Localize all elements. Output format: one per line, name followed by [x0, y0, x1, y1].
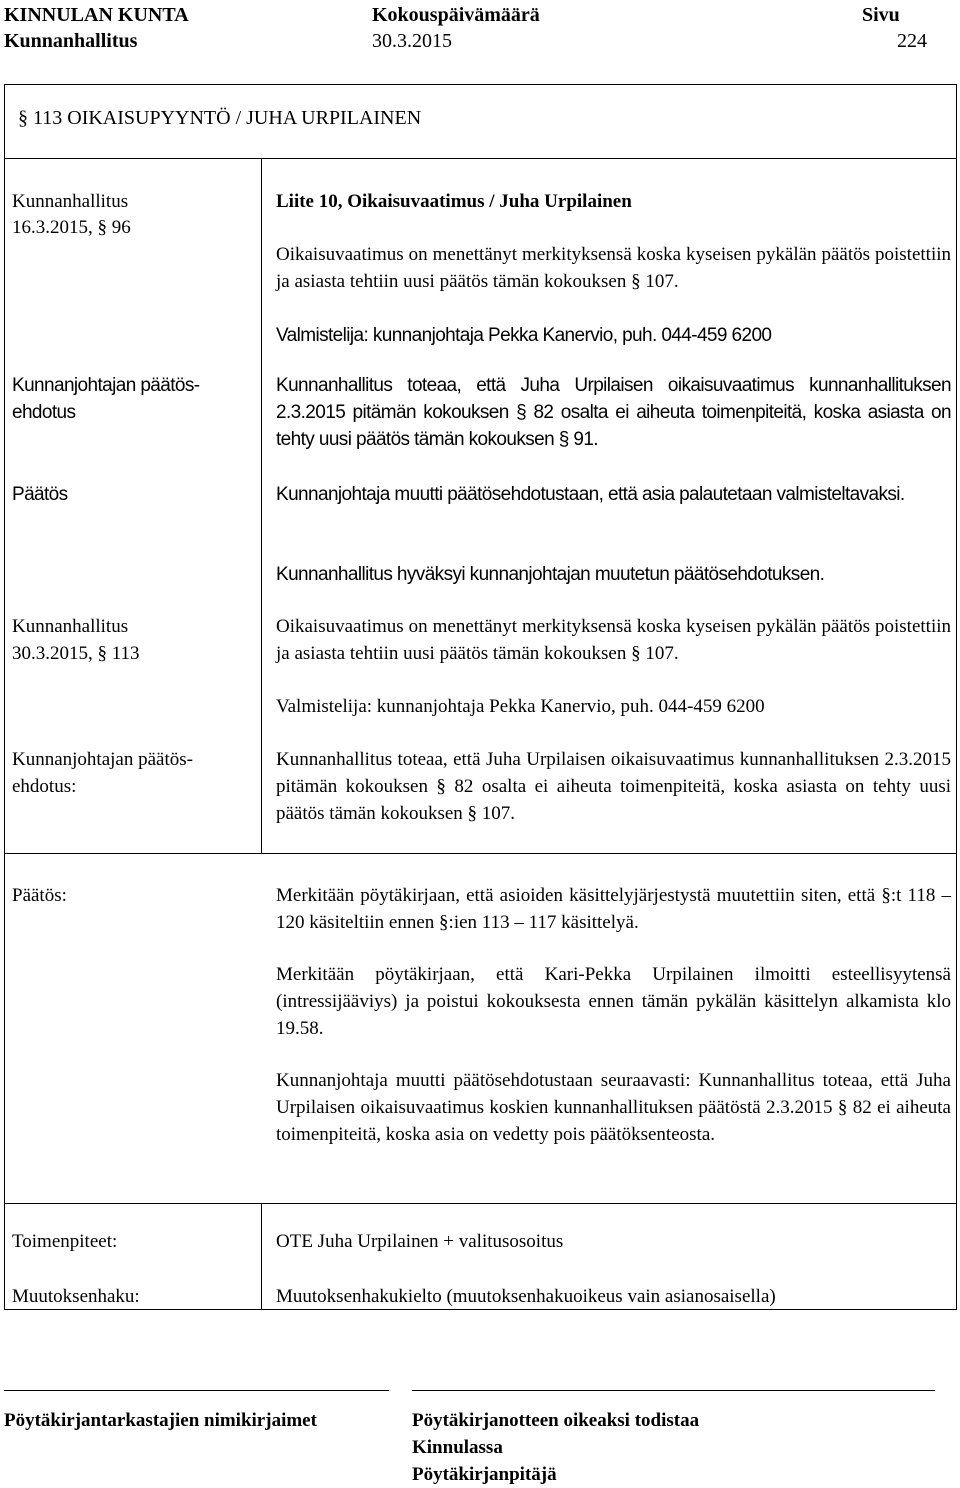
footer-certification: Pöytäkirjanotteen oikeaksi todistaa	[412, 1410, 700, 1431]
meeting2-label-line1: Kunnanhallitus	[12, 616, 129, 637]
box-left-border	[4, 84, 5, 1310]
meeting1-decision-approved: Kunnanhallitus hyväksyi kunnanjohtajan muutetun päätösehdotuksen.	[276, 564, 825, 585]
appendix-heading: Liite 10, Oikaisuvaatimus / Juha Urpilainen	[276, 191, 632, 212]
meeting1-proposal-label-line1: Kunnanjohtajan päätös-	[12, 375, 200, 396]
meeting1-proposal-label-line2: ehdotus	[12, 402, 76, 423]
meeting2-proposal-label-line1: Kunnanjohtajan päätös-	[12, 749, 193, 770]
meeting2-proposal: Kunnanhallitus toteaa, että Juha Urpilaisen oikaisuvaatimus kunnanhallituksen 2.3.2015 pitämän kokouksen § 82 osalta ei aiheuta toimenpiteitä, koska asiasta on tehty uusi päätös tämän kokouksen § 107.	[276, 749, 951, 824]
meeting-date: 30.3.2015	[372, 30, 452, 52]
footer-left-rule	[4, 1390, 389, 1391]
meeting2-paragraph: Oikaisuvaatimus on menettänyt merkityksensä koska kyseisen pykälän päätös poistettiin ja asiasta tehtiin uusi päätös tämän kokouksen § 107.	[276, 616, 951, 664]
meeting1-label-line1: Kunnanhallitus	[12, 191, 129, 212]
municipality-name: KINNULAN KUNTA	[4, 4, 189, 26]
meeting1-proposal: Kunnanhallitus toteaa, että Juha Urpilaisen oikaisuvaatimus kunnanhallituksen 2.3.2015 pitämän kokouksen § 82 osalta ei aiheuta toimenpiteitä, koska asiasta on tehty uusi päätös tämän kokouksen § 91.	[276, 375, 951, 450]
title-separator	[4, 158, 957, 159]
meeting1-paragraph: Oikaisuvaatimus on menettänyt merkityksensä koska kyseisen pykälän päätös poistettiin ja asiasta tehtiin uusi päätös tämän kokouksen § 107.	[276, 244, 951, 292]
meeting1-preparer: Valmistelija: kunnanjohtaja Pekka Kanervio, puh. 044-459 6200	[276, 325, 772, 346]
box-top-border	[4, 84, 957, 85]
column-divider-lower	[261, 1203, 262, 1310]
section-title: § 113 OIKAISUPYYNTÖ / JUHA URPILAINEN	[18, 107, 422, 129]
meeting2-label-line2: 30.3.2015, § 113	[12, 643, 140, 664]
meeting1-decision-label: Päätös	[12, 484, 68, 505]
meeting-date-label: Kokouspäivämäärä	[372, 4, 540, 26]
decision-label: Päätös:	[12, 885, 67, 906]
meeting1-decision-text: Kunnanjohtaja muutti päätösehdotustaan, että asia palautetaan valmisteltavaksi.	[276, 484, 905, 505]
actions-value: OTE Juha Urpilainen + valitusosoitus	[276, 1231, 564, 1252]
meeting2-preparer: Valmistelija: kunnanjohtaja Pekka Kanervio, puh. 044-459 6200	[276, 696, 765, 717]
appeal-value: Muutoksenhakukielto (muutoksenhakuoikeus vain asianosaisella)	[276, 1286, 776, 1307]
appeal-label: Muutoksenhaku:	[12, 1286, 140, 1307]
footer-secretary: Pöytäkirjanpitäjä	[412, 1464, 557, 1485]
actions-separator	[4, 1203, 957, 1204]
page-label: Sivu	[862, 4, 900, 26]
footer-inspectors-initials: Pöytäkirjantarkastajien nimikirjaimet	[4, 1410, 317, 1431]
decision-paragraph-1: Merkitään pöytäkirjaan, että asioiden käsittelyjärjestystä muutettiin siten, että §:t 118 – 120 käsiteltiin ennen §:ien 113 – 117 käsittelyä.	[276, 885, 951, 933]
box-right-border	[956, 84, 957, 1310]
actions-label: Toimenpiteet:	[12, 1231, 118, 1252]
footer-place: Kinnulassa	[412, 1437, 503, 1458]
column-divider-upper	[261, 158, 262, 853]
footer-right-rule	[412, 1390, 935, 1391]
meeting2-proposal-label-line2: ehdotus:	[12, 776, 77, 797]
decision-paragraph-2: Merkitään pöytäkirjaan, että Kari-Pekka Urpilainen ilmoitti esteellisyytensä (intressijääviys) ja poistui kokouksesta ennen tämän pykälän käsittelyn alkamista klo 19.58.	[276, 964, 951, 1039]
meeting1-label-line2: 16.3.2015, § 96	[12, 217, 131, 238]
body-name: Kunnanhallitus	[4, 30, 138, 52]
page-number: 224	[897, 30, 927, 52]
decision-paragraph-3: Kunnanjohtaja muutti päätösehdotustaan seuraavasti: Kunnanhallitus toteaa, että Juha Urpilaisen oikaisuvaatimus koskien kunnanhallituksen päätöstä 2.3.2015 § 82 ei aiheuta toimenpiteitä, koska asia on vedetty pois päätöksenteosta.	[276, 1070, 951, 1145]
decision-separator	[4, 853, 957, 854]
